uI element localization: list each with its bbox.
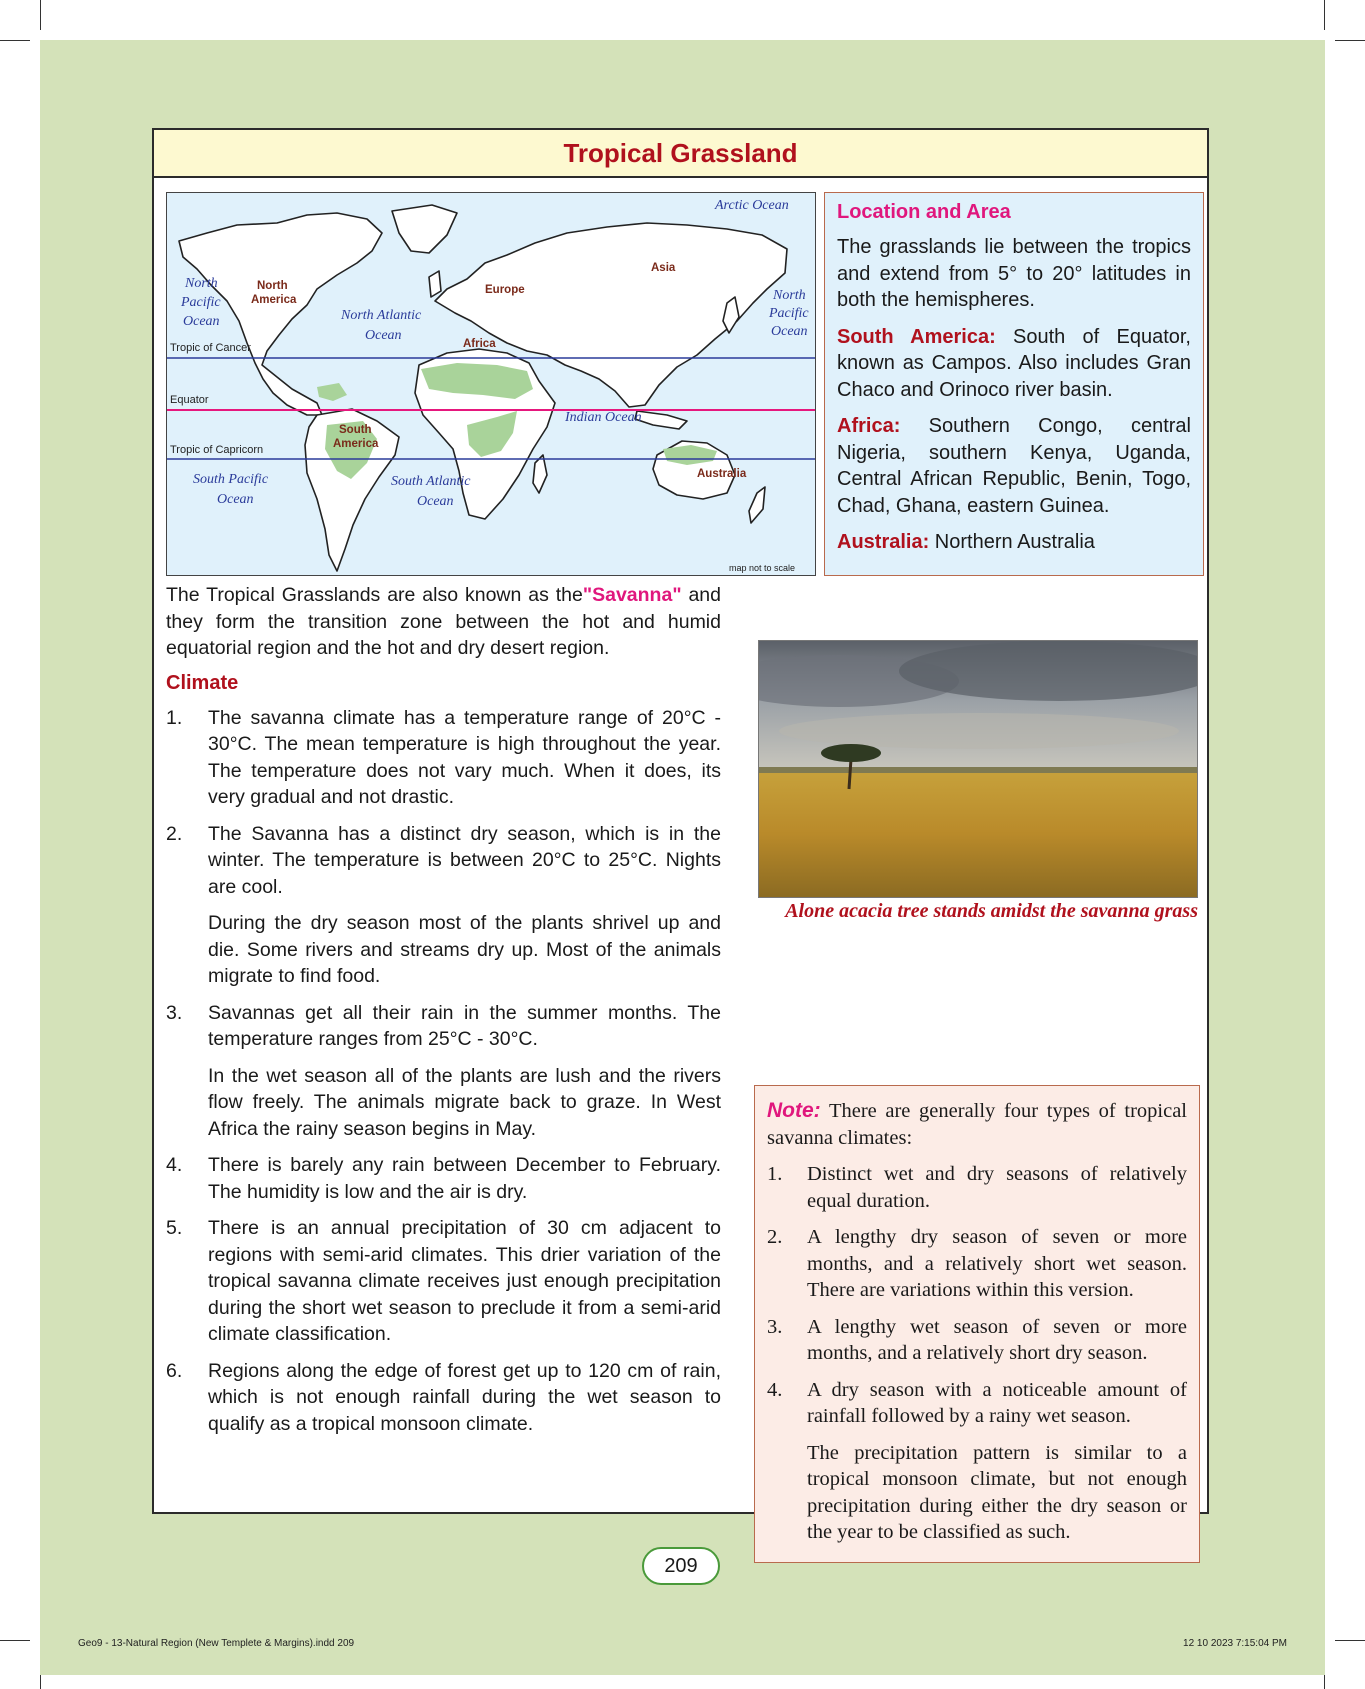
list-item-text <box>208 1215 721 1348</box>
label-asia: Asia <box>651 262 676 274</box>
label-north-atlantic: North Atlantic <box>341 308 422 323</box>
list-item-text <box>807 1314 1187 1367</box>
list-item-number: 1. <box>166 706 183 729</box>
list-item-paragraph: During the dry season most of the plants shrivel up and die. Some rivers and streams dry up. Most of the animals migrate to find food. <box>208 912 721 987</box>
page-number: 209 <box>642 1547 720 1585</box>
label-north-america: North <box>257 280 288 292</box>
list-item-text <box>208 1000 721 1143</box>
uk-shape <box>429 271 441 297</box>
list-item-text <box>807 1161 1187 1214</box>
list-item-text <box>208 1358 721 1438</box>
label-north-pacific-left: Pacific <box>181 295 221 310</box>
list-item-text <box>807 1224 1187 1304</box>
main-text-column <box>166 582 721 1447</box>
label-australia: Australia <box>697 468 747 480</box>
list-item-paragraph: There is an annual precipitation of 30 cm adjacent to regions with semi-arid climates. This drier variation of the tropical savanna climate receives just enough precipitation during the short wet season to preclude it from a semi-arid climate classification. <box>208 1217 721 1345</box>
note-list <box>767 1161 1187 1546</box>
intro-after: and they form the transition zone between the hot and humid equatorial region and the hot and dry desert region. <box>166 584 722 659</box>
indonesia-shape <box>635 411 687 429</box>
crop-mark <box>40 0 41 30</box>
location-south-america <box>837 324 1191 404</box>
label-scale-note: map not to scale <box>729 563 796 573</box>
list-item <box>767 1377 1187 1546</box>
label-south-pacific: South Pacific <box>193 472 269 487</box>
label-tropic-capricorn: Tropic of Capricorn <box>170 444 264 456</box>
list-item <box>166 1215 721 1348</box>
crop-mark <box>1324 0 1325 30</box>
label-south-america: South <box>339 424 372 436</box>
intro-before: The Tropical Grasslands are also known as the <box>166 584 583 606</box>
savanna-photo <box>758 640 1198 898</box>
greenland-shape <box>392 205 457 253</box>
list-item <box>166 705 721 811</box>
list-item-number: 3. <box>767 1315 783 1338</box>
label-indian-ocean: Indian Ocean <box>565 410 642 425</box>
list-item <box>166 821 721 990</box>
list-item <box>166 1152 721 1205</box>
title-bar <box>154 130 1207 178</box>
list-item <box>767 1224 1187 1304</box>
slug-right: 12 10 2023 7:15:04 PM <box>1183 1638 1287 1649</box>
list-item-paragraph: Distinct wet and dry seasons of relatively equal duration. <box>807 1163 1187 1212</box>
list-item-number: 2. <box>767 1226 783 1248</box>
label-south-pacific: Ocean <box>217 492 254 507</box>
note-box <box>754 1085 1200 1563</box>
list-item-number: 2. <box>166 822 183 845</box>
location-paragraph: The grasslands lie between the tropics and extend from 5° to 20° latitudes in both the hemispheres. <box>837 236 1191 311</box>
location-area-box <box>824 192 1204 576</box>
list-item-paragraph: The Savanna has a distinct dry season, which is in the winter. The temperature is between 20°C to 25°C. Nights are cool. <box>208 822 721 898</box>
note-intro <box>767 1098 1187 1151</box>
page-title: Tropical Grassland <box>563 137 798 168</box>
crop-mark <box>0 1640 30 1641</box>
label-africa: Africa <box>463 338 496 350</box>
list-item <box>166 1358 721 1438</box>
list-item-number: 4. <box>166 1154 183 1176</box>
list-item-number: 4. <box>767 1378 783 1401</box>
list-item <box>166 1000 721 1143</box>
crop-mark <box>0 40 30 41</box>
list-item-paragraph: Savannas get all their rain in the summer months. The temperature ranges from 25°C - 30°C. <box>208 1001 721 1050</box>
note-intro-text: There are generally four types of tropical savanna climates: <box>767 1100 1187 1149</box>
label-north-pacific-left: North <box>185 276 218 291</box>
madagascar-shape <box>533 455 547 493</box>
list-item-paragraph: A dry season with a noticeable amount of rainfall followed by a rainy wet season. <box>807 1378 1187 1427</box>
list-item-number: 1. <box>767 1163 783 1185</box>
list-item-paragraph: Regions along the edge of forest get up to 120 cm of rain, which is not enough rainfall during the wet season to qualify as a tropical monsoon climate. <box>208 1359 721 1435</box>
label-north-pacific-right: North <box>773 288 806 303</box>
list-item-paragraph: A lengthy wet season of seven or more months, and a relatively short dry season. <box>807 1315 1187 1364</box>
list-item-text <box>208 1152 721 1205</box>
list-item <box>767 1314 1187 1367</box>
label-equator: Equator <box>170 394 209 406</box>
world-map <box>166 192 816 576</box>
label-south-atlantic: South Atlantic <box>391 474 471 489</box>
list-item-paragraph: The savanna climate has a temperature range of 20°C - 30°C. The mean temperature is high throughout the year. The temperature does not vary much. When it does, its very gradual and not drastic. <box>208 706 721 808</box>
list-item <box>767 1161 1187 1214</box>
list-item-number: 5. <box>166 1217 183 1239</box>
note-label: Note: <box>767 1099 821 1122</box>
location-heading: Location and Area <box>837 201 1011 223</box>
list-item-number: 6. <box>166 1359 183 1382</box>
textbook-page <box>40 40 1325 1680</box>
list-item-paragraph: In the wet season all of the plants are lush and the rivers flow freely. The animals migrate back to graze. In West Africa the rainy season begins in May. <box>208 1064 721 1140</box>
savanna-photo-svg <box>759 641 1198 898</box>
australia-text: Northern Australia <box>929 531 1095 553</box>
intro-paragraph <box>166 582 721 662</box>
savanna-venezuela <box>317 383 347 401</box>
list-item-paragraph: The precipitation pattern is similar to a tropical monsoon climate, but not enough precipitation during either the dry season or the year to be classified as such. <box>807 1441 1187 1543</box>
photo-caption: Alone acacia tree stands amidst the savanna grass <box>785 900 1198 922</box>
slug-left: Geo9 - 13-Natural Region (New Templete & Margins).indd 209 <box>78 1638 355 1649</box>
label-north-pacific-right: Pacific <box>769 306 809 321</box>
label-south-atlantic: Ocean <box>417 494 454 509</box>
list-item-number: 3. <box>166 1001 183 1024</box>
africa-label: Africa: <box>837 415 901 437</box>
intro-highlight: "Savanna" <box>582 584 682 606</box>
content-frame <box>152 128 1209 1543</box>
world-map-svg <box>167 193 816 576</box>
label-europe: Europe <box>485 284 525 296</box>
label-arctic-ocean: Arctic Ocean <box>715 198 789 213</box>
africa-text: Southern Congo, central Nigeria, southern Kenya, Uganda, Central African Republic, Benin, Togo, Chad, Ghana, eastern Guinea. <box>837 415 1191 517</box>
list-item-text <box>208 705 721 811</box>
australia-label: Australia: <box>837 531 930 553</box>
location-australia <box>837 529 1191 556</box>
location-africa <box>837 413 1191 519</box>
label-north-pacific-right: Ocean <box>771 324 808 339</box>
list-item-paragraph: There is barely any rain between December to February. The humidity is low and the air is dry. <box>208 1154 721 1203</box>
label-north-pacific-left: Ocean <box>183 314 220 329</box>
new-zealand-shape <box>749 487 765 523</box>
label-south-america: America <box>333 438 379 450</box>
crop-mark <box>1335 40 1365 41</box>
list-item-text <box>807 1377 1187 1546</box>
south-america-text: South of Equator, known as Campos. Also includes Gran Chaco and Orinoco river basin. <box>837 325 1191 401</box>
list-item-text <box>208 821 721 990</box>
south-america-label: South America: <box>837 325 996 348</box>
climate-list <box>166 705 721 1438</box>
label-north-atlantic: Ocean <box>365 328 402 343</box>
climate-heading: Climate <box>166 671 239 694</box>
list-item-paragraph: A lengthy dry season of seven or more months, and a relatively short wet season. There are variations within this version. <box>807 1226 1187 1301</box>
label-tropic-cancer: Tropic of Cancer <box>170 342 251 354</box>
crop-mark <box>1335 1640 1365 1641</box>
label-north-america: America <box>251 294 297 306</box>
